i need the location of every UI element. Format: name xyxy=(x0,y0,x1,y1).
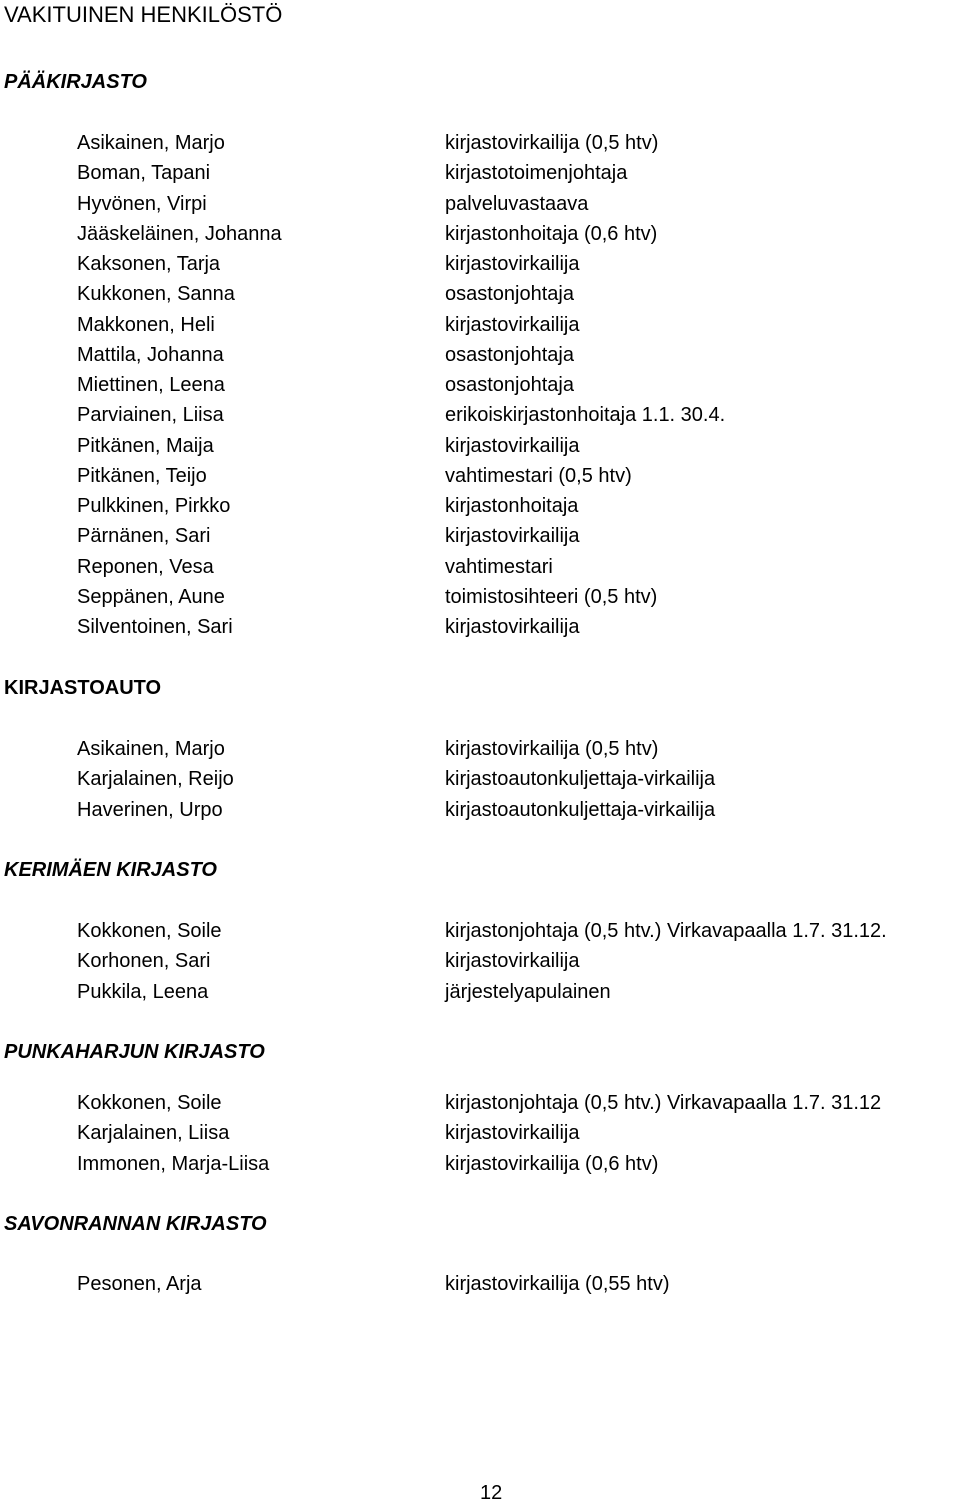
section-heading: SAVONRANNAN KIRJASTO xyxy=(4,1213,267,1235)
staff-row xyxy=(0,795,960,825)
staff-role: kirjastoautonkuljettaja-virkailija xyxy=(445,798,716,821)
staff-name: Asikainen, Marjo xyxy=(77,738,225,760)
staff-row xyxy=(0,370,960,400)
staff-role: kirjastovirkailija xyxy=(445,253,580,275)
staff-role: vahtimestari (0,5 htv) xyxy=(445,464,632,487)
staff-name: Mattila, Johanna xyxy=(77,343,224,366)
staff-name: Haverinen, Urpo xyxy=(77,798,223,821)
staff-name: Karjalainen, Reijo xyxy=(77,768,234,791)
staff-row xyxy=(0,764,960,794)
staff-name: Pesonen, Arja xyxy=(77,1273,202,1295)
staff-name: Karjalainen, Liisa xyxy=(77,1122,230,1145)
section-heading: KERIMÄEN KIRJASTO xyxy=(4,859,217,881)
staff-role: kirjastovirkailija xyxy=(445,434,580,457)
staff-row xyxy=(0,128,960,158)
staff-row xyxy=(0,219,960,249)
staff-name: Kaksonen, Tarja xyxy=(77,253,221,275)
staff-role: kirjastovirkailija (0,5 htv) xyxy=(445,738,659,760)
staff-role: kirjastovirkailija xyxy=(445,313,580,336)
page-number: 12 xyxy=(480,1482,503,1504)
staff-row xyxy=(0,916,960,946)
staff-role: kirjastonhoitaja xyxy=(445,495,579,517)
staff-list xyxy=(0,128,960,642)
staff-role: kirjastovirkailija (0,6 htv) xyxy=(445,1152,659,1175)
staff-row xyxy=(0,582,960,612)
staff-name: Miettinen, Leena xyxy=(77,374,225,396)
staff-name: Silventoinen, Sari xyxy=(77,616,233,638)
section-heading: PÄÄKIRJASTO xyxy=(4,71,147,93)
staff-row xyxy=(0,1149,960,1179)
staff-row xyxy=(0,552,960,582)
staff-role: kirjastovirkailija xyxy=(445,616,580,638)
staff-name: Makkonen, Heli xyxy=(77,313,215,336)
staff-row xyxy=(0,521,960,551)
staff-role: osastonjohtaja xyxy=(445,374,574,396)
staff-row xyxy=(0,491,960,521)
staff-name: Kokkonen, Soile xyxy=(77,1092,222,1114)
staff-name: Kokkonen, Soile xyxy=(77,920,222,942)
staff-name: Boman, Tapani xyxy=(77,162,211,185)
staff-name: Seppänen, Aune xyxy=(77,585,225,608)
staff-name: Reponen, Vesa xyxy=(77,555,214,578)
staff-name: Pitkänen, Maija xyxy=(77,434,214,457)
staff-list xyxy=(0,1269,960,1299)
staff-list xyxy=(0,734,960,825)
staff-role: kirjastovirkailija xyxy=(445,950,580,973)
staff-name: Hyvönen, Virpi xyxy=(77,192,207,215)
staff-row xyxy=(0,340,960,370)
staff-row xyxy=(0,158,960,188)
staff-role: kirjastonhoitaja (0,6 htv) xyxy=(445,222,658,245)
staff-role: osastonjohtaja xyxy=(445,343,574,366)
staff-name: Pukkila, Leena xyxy=(77,980,209,1003)
staff-row xyxy=(0,310,960,340)
staff-row xyxy=(0,1118,960,1148)
section-heading: KIRJASTOAUTO xyxy=(4,677,162,699)
staff-row xyxy=(0,612,960,642)
staff-name: Pulkkinen, Pirkko xyxy=(77,495,231,517)
staff-row xyxy=(0,431,960,461)
staff-row xyxy=(0,1269,960,1299)
staff-name: Pitkänen, Teijo xyxy=(77,464,207,487)
staff-name: Pärnänen, Sari xyxy=(77,525,211,548)
staff-role: toimistosihteeri (0,5 htv) xyxy=(445,585,658,608)
staff-role: kirjastoautonkuljettaja-virkailija xyxy=(445,768,716,791)
staff-row xyxy=(0,734,960,764)
staff-role: kirjastovirkailija xyxy=(445,1122,580,1145)
staff-row xyxy=(0,461,960,491)
staff-row xyxy=(0,279,960,309)
staff-role: kirjastonjohtaja (0,5 htv.) Virkavapaalla 1.7. 31.12 xyxy=(445,1092,882,1114)
staff-name: Korhonen, Sari xyxy=(77,950,211,973)
staff-role: erikoiskirjastonhoitaja 1.1. 30.4. xyxy=(445,404,726,427)
staff-name: Asikainen, Marjo xyxy=(77,132,225,154)
staff-row xyxy=(0,400,960,430)
staff-row xyxy=(0,189,960,219)
staff-row xyxy=(0,946,960,976)
staff-list xyxy=(0,1088,960,1179)
staff-role: palveluvastaava xyxy=(445,192,589,215)
staff-name: Kukkonen, Sanna xyxy=(77,283,235,306)
staff-role: kirjastovirkailija (0,5 htv) xyxy=(445,132,659,154)
staff-name: Immonen, Marja-Liisa xyxy=(77,1152,270,1175)
staff-row xyxy=(0,1088,960,1118)
staff-role: vahtimestari xyxy=(445,555,553,578)
document-title: VAKITUINEN HENKILÖSTÖ xyxy=(4,2,283,27)
staff-role: osastonjohtaja xyxy=(445,283,574,306)
staff-name: Parviainen, Liisa xyxy=(77,404,224,427)
staff-role: kirjastovirkailija xyxy=(445,525,580,548)
staff-role: kirjastonjohtaja (0,5 htv.) Virkavapaalla 1.7. 31.12. xyxy=(445,920,887,942)
staff-list xyxy=(0,916,960,1007)
staff-role: kirjastovirkailija (0,55 htv) xyxy=(445,1273,670,1295)
section-heading: PUNKAHARJUN KIRJASTO xyxy=(4,1041,265,1063)
staff-name: Jääskeläinen, Johanna xyxy=(77,222,282,245)
staff-row xyxy=(0,249,960,279)
staff-row xyxy=(0,977,960,1007)
staff-role: kirjastotoimenjohtaja xyxy=(445,162,628,185)
staff-role: järjestelyapulainen xyxy=(445,980,611,1003)
